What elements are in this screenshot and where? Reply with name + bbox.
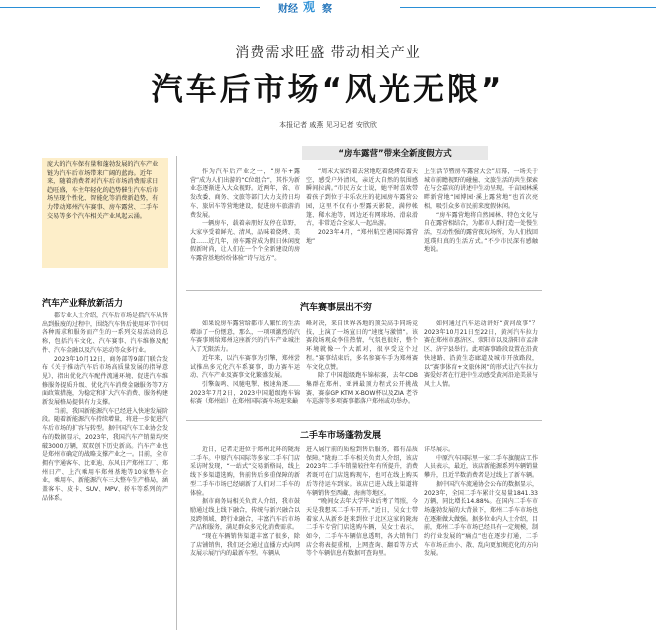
- paragraph: 如果说房车露营给都市人繁忙的生活增添了一份惬意，那么，一项项激烈的汽车赛事则给郑州这座新兴的汽车产业城注入了无限活力。: [190, 320, 300, 354]
- section-divider: [186, 420, 542, 421]
- section-heading-auto-industry: 汽车产业释放新活力: [42, 299, 124, 309]
- paragraph: 峰对决，来自世界各地的顶尖高手同场竞技，上演了一场宣日的“速度与激情”。该赛段场观众李佳热情，气氛也很好，整个环境就像一个大派对，很享受这个过程。”赛事结束后，多名参赛车手为郑州赛车文化点赞。: [306, 320, 418, 371]
- paragraph: 据市商务局相关负责人介绍，我市鼓励通过线上线下融合，传统与新兴融合以及跨领域、跨行业融合，丰富汽车后市场产品和服务，满足群众多元化消费需求。: [190, 498, 300, 532]
- column-2-lower: [190, 446, 300, 630]
- kicker-subhead: 消费需求旺盛 带动相关产业: [235, 45, 421, 61]
- paragraph: 2023年10月12日，商务部等9部门联合发布《关于推动汽车后市场高质量发展的指导意见》，指出优化汽车配件流通环境、促进汽车维修服务提质升级、优化汽车消费金融服务等7方面政策措施，为稳定和扩大汽车消费、服务构建新发展格局提供有力支撑。: [42, 355, 168, 407]
- column-3-lower: [306, 446, 418, 630]
- column-4-lower: [424, 446, 538, 630]
- page-title: 汽车后市场“风光无限”: [151, 72, 505, 108]
- column-3-middle: [306, 320, 418, 416]
- section-heading-rv-camping: “房车露营”带来全新度假方式: [302, 146, 488, 160]
- paragraph: “周末大家约着去营地吃着烧烤看着天空，感受户外清风，亲近大自然的氛围感瞬间拉满。”市民方女士说，她平时喜欢带着孩子到位于丰乐农庄的花园房车露营公园，这里不仅有小型露天影院，满停帐篷、稀水池等，周边还有网球场、滑泉滑古，非常适合全家人一起出游。: [306, 168, 418, 228]
- section-heading-used-cars: 二手车市场蓬勃发展: [300, 431, 382, 441]
- paragraph: “房车露营地将自然园林、特色文化与自在露营相结合，为都市人群打造一处慢生活，互动性强的露营夜玩场所，为人们找回返璞归真的生活方式。”不少市民深有感触地说。: [424, 211, 538, 254]
- column-4-upper: [424, 168, 538, 286]
- column-1: [42, 312, 168, 630]
- banner-text-left: 财经: [278, 4, 298, 15]
- paragraph: 2023年4月，“郑州航空港国际露营地”: [306, 228, 418, 245]
- paragraph: 如何通过汽车运动讲好“黄河故事”？2023年10月21日至22日，黄河汽车拉力赛在郑州市惠济区、荥阳市以及洛阳市孟津区、济宁县举行。此项赛事路段设置在沿黄快速路、沿黄生态廊道及城市开放路段，以“赛事体育+文旅休闲”的形式让汽车拉力赛爱好者在行进中生动感受黄河沿途美景与风土人情。: [424, 320, 538, 388]
- section-heading-racing: 汽车赛事层出不穷: [300, 303, 373, 313]
- lead-paragraph: 庞大的汽车保有量和蓬勃发展的汽车产业链为汽车后市场带来广阔的蓝海。近年来，随着消费者对汽车后市场消费需求日趋旺盛，车主年轻化的趋势催生汽车后市场呈现个性化、智能化等消费新趋势，有力带动郑州汽车赛事、房车露营、二手车交易等多个汽车相关产业风起云涌。: [42, 158, 168, 268]
- paragraph: “现在车辆销售渠道丰富了很多，除了店铺销售，我们还会通过直播方式向网友展示展厅内的最新车型。车辆从: [190, 533, 300, 558]
- column-2-upper: [190, 168, 300, 286]
- section-banner: [0, 0, 656, 14]
- banner-line-right: [400, 7, 656, 8]
- paragraph: 一辆房车，载着亲朋好友停在草野，大家享受着鲜光、清风，品味着烧烤、美食……近几年，房车露营成为假日休闲度假新时尚，让人们在一个个全新建设的房车露营基地纷纷体验“诗与远方”。: [190, 220, 300, 263]
- section-divider: [186, 290, 542, 291]
- paragraph: 郡专业人士介绍，汽车后市场是指汽车从售出到报废的过程中，围绕汽车售后使用环节中因各种需求和服务而产生的一系列交易活动的总称，包括汽车文化、汽车赛事、汽车维修及配件、汽车金融以及汽车运动等众多行业。: [42, 312, 168, 354]
- banner-line-left: [0, 7, 260, 8]
- column-divider: [176, 156, 177, 630]
- paragraph: 除了中国超级跑车锦标赛，去年CDB集群在郑州、亚洲最顶力程式公开挑战赛、赛泰GP KTM X-BOW杯以及ZIA 老爷车巡游等多项赛事都落户郑州或功举办。: [306, 372, 418, 406]
- column-3-upper: [306, 168, 418, 286]
- paragraph: 作为汽车后产业之一，“房车+露营”成为人们出游的“C位组合”，其作为新业态逐渐进入大众视野。近两年，省、市发改委、商务、文旅等部门大力支持日均车、旅居车等营地建设，促进房车旅游消费发展。: [190, 168, 300, 219]
- paragraph: 据中国汽车流通协会公布的数据显示，2023年，全国二手车累计交易量1841.33万辆，同比增长14.88%。在国内二手车市场蓬勃发展的大背景下，郑州二手车市场也在逐渐做大做强。据多位业内人士介绍，目前，郑州二手车市场已经具有一定规模，制约行业发展的“痛点”也在逐步打通，二手车市场正由小、散、乱向更加规范化的方向发展。: [424, 480, 538, 558]
- paragraph: 引擎轰鸣、风驰电掣、极速角逐……2023年7月2日，2023中国超级跑车锦标赛（郑州站）在郑州国际赛车场迎来巅: [190, 380, 300, 406]
- paragraph: 当前，我国新能源汽车已经进入快速发展阶段。随着新能源汽车持续增量，将进一步促进汽车后市场的扩容与转型。据中国汽车工业协会发布的数据显示，2023年，我国汽车产销量均突破3000万辆，双双创下历史新高。汽车产业也是郑州市确定的战略支撑产业之一。目前，全市拥有宇通客车、比亚迪、东风日产郑州工厂、郑州日产、上汽乘用车郑州基地等10家整车企业，乘用车、新能源汽车三大整车生产格局，涵盖客车、皮卡、SUV、MPV、轿车等系列的产品体系。: [42, 407, 168, 502]
- column-4-middle: [424, 320, 538, 416]
- banner-logo-mark: 观: [303, 0, 316, 14]
- column-2-middle: [190, 320, 300, 416]
- paragraph: 进入展厅前的质检到售后服务，都有品质保障。”陇海二手车相关负责人介绍，该店2023年二手车销量较往年有所提升，消费者既可在门店选购现车，也可在线上购买后等待运车到家。该店已进入线上渠道将车辆销售至西藏、海南等地区。: [306, 446, 418, 497]
- paragraph: “晚间女去年大学毕业后考了驾照，今天是我想买二手车开开。”近日，吴女士带着家人从新乡赶来到位于北区这家的陇海二手车专营门店选购车辆，吴女士表示，如今，二手车车辆信息透明，各大销售门店会将表提重根，上网查询、翻看等方式等个车辆信息有数据可查询里。: [306, 498, 418, 558]
- banner-text-right: 察: [322, 4, 332, 15]
- paragraph: 详尽展示。: [424, 446, 455, 453]
- paragraph: 上生活节暨房车露营大会”启幕，一场关于城市前瞻视野的碰撞、文旅生活的共生探索在与会嘉宾的讲述中生动呈现。千亩园林溪畔新营地“园博园·溪上露营地”也首次亮相，吸引众多市民前来度假休闲。: [424, 168, 538, 210]
- paragraph: 中原汽车国际里一家二手车旗舰店工作人员表示，最近，该店新能源系列车辆销量攀升，且近半数消费者是过线上了新车辆。: [424, 454, 538, 480]
- paragraph: 近日，记者走进位于郑州北环的陇海二手车。中原汽车国际等多家二手车门店采访时发现，“一站式”交易新格局，线上线下多渠道选购，售前售后多重保障的新型二手车市场已经刷新了人们对二手车的体验。: [190, 446, 300, 497]
- paragraph: 近年来，以汽车赛事为引擎，郑州尝试推出多元化汽车系赛事，助力赛车运动、汽车产业及赛事文化繁盛发展。: [190, 354, 300, 380]
- byline: 本报记者 戚燕 见习记者 安欣欣: [279, 121, 377, 129]
